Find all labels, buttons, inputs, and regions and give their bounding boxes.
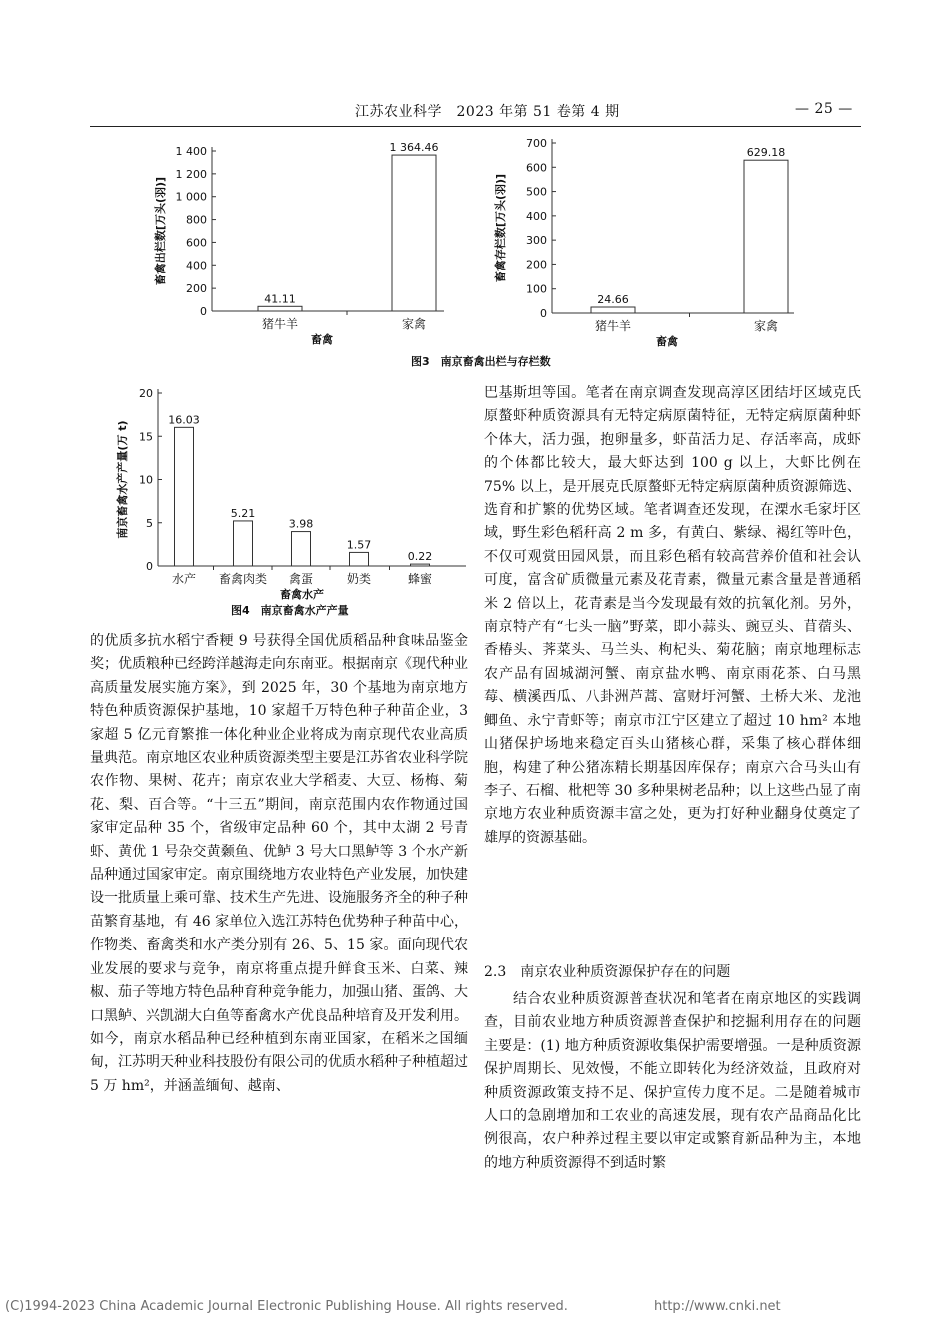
c3-category-label: 奶类 (346, 572, 372, 586)
footer-copyright: (C)1994-2023 China Academic Journal Electronic Publishing House. All rights reserved. (5, 1299, 568, 1314)
c2-y-tick-label: 0 (540, 307, 547, 320)
c1-y-tick-label: 600 (186, 236, 207, 250)
c2-y-tick-label: 600 (526, 161, 547, 175)
c2-y-tick-label: 700 (526, 137, 547, 150)
c1-bar (392, 155, 436, 311)
c3-category-label: 禽蛋 (288, 572, 314, 586)
c1-y-tick-label: 200 (186, 282, 207, 296)
c1-y-tick-label: 1 000 (175, 190, 207, 204)
c1-y-tick-label: 400 (186, 259, 207, 273)
c2-y-tick-label: 200 (526, 258, 547, 272)
c3-bar-value-label: 16.03 (168, 413, 200, 427)
c1-y-tick-label: 800 (186, 213, 207, 227)
c2-y-axis-title: 畜禽存栏数[万头(羽)] (494, 173, 507, 283)
c1-category-label: 猪牛羊 (261, 317, 299, 331)
c3-bar-value-label: 1.57 (346, 538, 372, 552)
c2-bar-value-label: 24.66 (597, 293, 629, 307)
c1-bar-value-label: 1 364.46 (389, 141, 439, 155)
c2-category-label: 家禽 (753, 319, 779, 333)
c3-bar (234, 521, 253, 566)
c1-category-label: 家禽 (401, 317, 427, 331)
c3-bar-value-label: 0.22 (407, 550, 433, 564)
right-column-paragraph-2: 结合农业种质资源普查状况和笔者在南京地区的实践调查，目前农业地方种质资源普查保护和挖掘利用存在的问题主要是：(1) 地方种质资源收集保护需要增强。一是种质资源保护周期长、见效慢，不能立即转化为经济效益，且政府对种质资源政策支持不足、保护宣传力度不足。二是随着城市人口的急剧增加和工农业的高速发展，现有农产品商品化比例很高，农户种养过程主要以审定或繁育新品种为主，本地的地方种质资源得不到适时繁 (484, 991, 861, 1171)
left-column-text: 的优质多抗水稻宁香粳 9 号获得全国优质稻品种食味品鉴金奖；优质粮种已经跨洋越海走向东南亚。根据南京《现代种业高质量发展实施方案》，到 2025 年，30 个基地为南京地方特色种质资源保护基地，10 家超千万特色种子种苗企业，3 家超 5 亿元育繁推一体化种业企业将成为南京现代农业高质量典范。南京地区农业种质资源类型主要是江苏省农业科学院农作物、果树、花卉；南京农业大学稻麦、大豆、杨梅、菊花、梨、百合等。“十三五”期间，南京范围内农作物通过国家审定品种 35 个，省级审定品种 60 个，其中太湖 2 号青虾、黄优 1 号杂交黄颡鱼、优鲈 3 号大口黑鲈等 3 个水产新品种通过国家审定。南京围绕地方农业特色产业发展，加快建设一批质量上乘可靠、技术生产先进、设施服务齐全的种子种苗繁育基地，有 46 家单位入选江苏特色优势种子种苗中心，作物类、畜禽类和水产类分别有 26、5、15 家。面向现代农业发展的要求与竞争，南京将重点提升鲜食玉米、白菜、辣椒、茄子等地方特色品种育种竞争能力，加强山猪、蛋鸽、大口黑鲈、兴凯湖大白鱼等畜禽水产优良品种培育及开发利用。如今，南京水稻品种已经种植到东南亚国家，在稻米之国缅甸，江苏明天种业科技股份有限公司的优质水稻种子种植超过 5 万 hm²，并涵盖缅甸、越南、 (90, 633, 468, 1094)
c2-y-tick-label: 500 (526, 185, 547, 199)
c3-bar-value-label: 3.98 (288, 517, 314, 531)
c2-bar (591, 307, 635, 313)
c3-y-tick-label: 20 (139, 387, 153, 400)
c3-y-tick-label: 15 (139, 430, 153, 444)
journal-header: 江苏农业科学 2023 年第 51 卷第 4 期 (355, 104, 620, 120)
c3-bar (175, 427, 194, 566)
c3-category-label: 蜂蜜 (407, 572, 433, 586)
figure4-caption: 图4 南京畜禽水产产量 (231, 604, 349, 617)
c2-bar (744, 160, 788, 313)
c1-y-tick-label: 1 200 (175, 167, 207, 181)
section-heading: 2.3 南京农业种质资源保护存在的问题 (484, 964, 731, 980)
c3-x-axis-title: 畜禽水产 (280, 588, 324, 601)
c2-x-axis-title: 畜禽 (656, 335, 678, 348)
c1-bar-value-label: 41.11 (264, 292, 296, 306)
c3-y-tick-label: 10 (139, 473, 153, 487)
c3-y-tick-label: 0 (146, 560, 153, 573)
c2-y-tick-label: 100 (526, 282, 547, 296)
c1-y-axis-title: 畜禽出栏数[万头(羽)] (154, 176, 167, 286)
c2-bar-value-label: 629.18 (746, 146, 786, 160)
footer-url: http://www.cnki.net (654, 1299, 781, 1314)
c2-y-tick-label: 300 (526, 234, 547, 248)
figure3-caption: 图3 南京畜禽出栏与存栏数 (411, 355, 551, 368)
c3-category-label: 畜禽肉类 (218, 572, 268, 586)
c3-y-tick-label: 5 (146, 516, 153, 530)
c3-bar (292, 532, 311, 566)
c3-bar (411, 564, 430, 566)
right-column-paragraph-1: 巴基斯坦等国。笔者在南京调查发现高淳区团结圩区域克氏原螯虾种质资源具有无特定病原菌特征，无特定病原菌种虾个体大，活力强，抱卵量多，虾苗活力足、存活率高，成虾的个体都比较大，最大虾达到 100 g 以上，大虾比例在 75% 以上，是开展克氏原螯虾无特定病原菌种质资源筛选、选育和扩繁的优势区域。笔者调查还发现，在溧水毛家圩区域，野生彩色稻秆高 2 m 多，有黄白、紫绿、褐红等叶色，不仅可观赏田园风景，而且彩色稻有较高营养价值和社会认可度，富含矿质微量元素及花青素，微量元素含量是普通稻米 2 倍以上，花青素是当今发现最有效的抗氧化剂。另外，南京特产有“七头一脑”野菜，即小蒜头、豌豆头、苜蓿头、香椿头、荠菜头、马兰头、枸杞头、菊花脑；南京地理标志农产品有固城湖河蟹、南京盐水鸭、南京雨花茶、白马黑莓、横溪西瓜、八卦洲芦蒿、富财圩河蟹、土桥大米、龙池鲫鱼、永宁青虾等；南京市江宁区建立了超过 10 hm² 本地山猪保护场地来稳定百头山猪核心群，采集了核心群体细胞，构建了种公猪冻精长期基因库保存；南京六合马头山有李子、石榴、枇杷等 30 多种果树老品种；以上这些凸显了南京地方农业种质资源丰富之处，更为打好种业翻身仗奠定了雄厚的资源基础。 (484, 385, 861, 846)
c3-bar-value-label: 5.21 (230, 506, 256, 520)
c3-bar (350, 552, 369, 566)
c2-y-tick-label: 400 (526, 209, 547, 223)
c1-y-tick-label: 1 400 (175, 145, 207, 158)
c3-category-label: 水产 (171, 572, 197, 586)
c1-y-tick-label: 0 (200, 305, 207, 318)
c1-x-axis-title: 畜禽 (311, 333, 333, 346)
page-number: — 25 — (795, 101, 853, 117)
c1-bar (258, 306, 302, 311)
c3-y-axis-title: 南京畜禽水产产量(万 t) (116, 420, 129, 539)
c2-category-label: 猪牛羊 (594, 319, 632, 333)
